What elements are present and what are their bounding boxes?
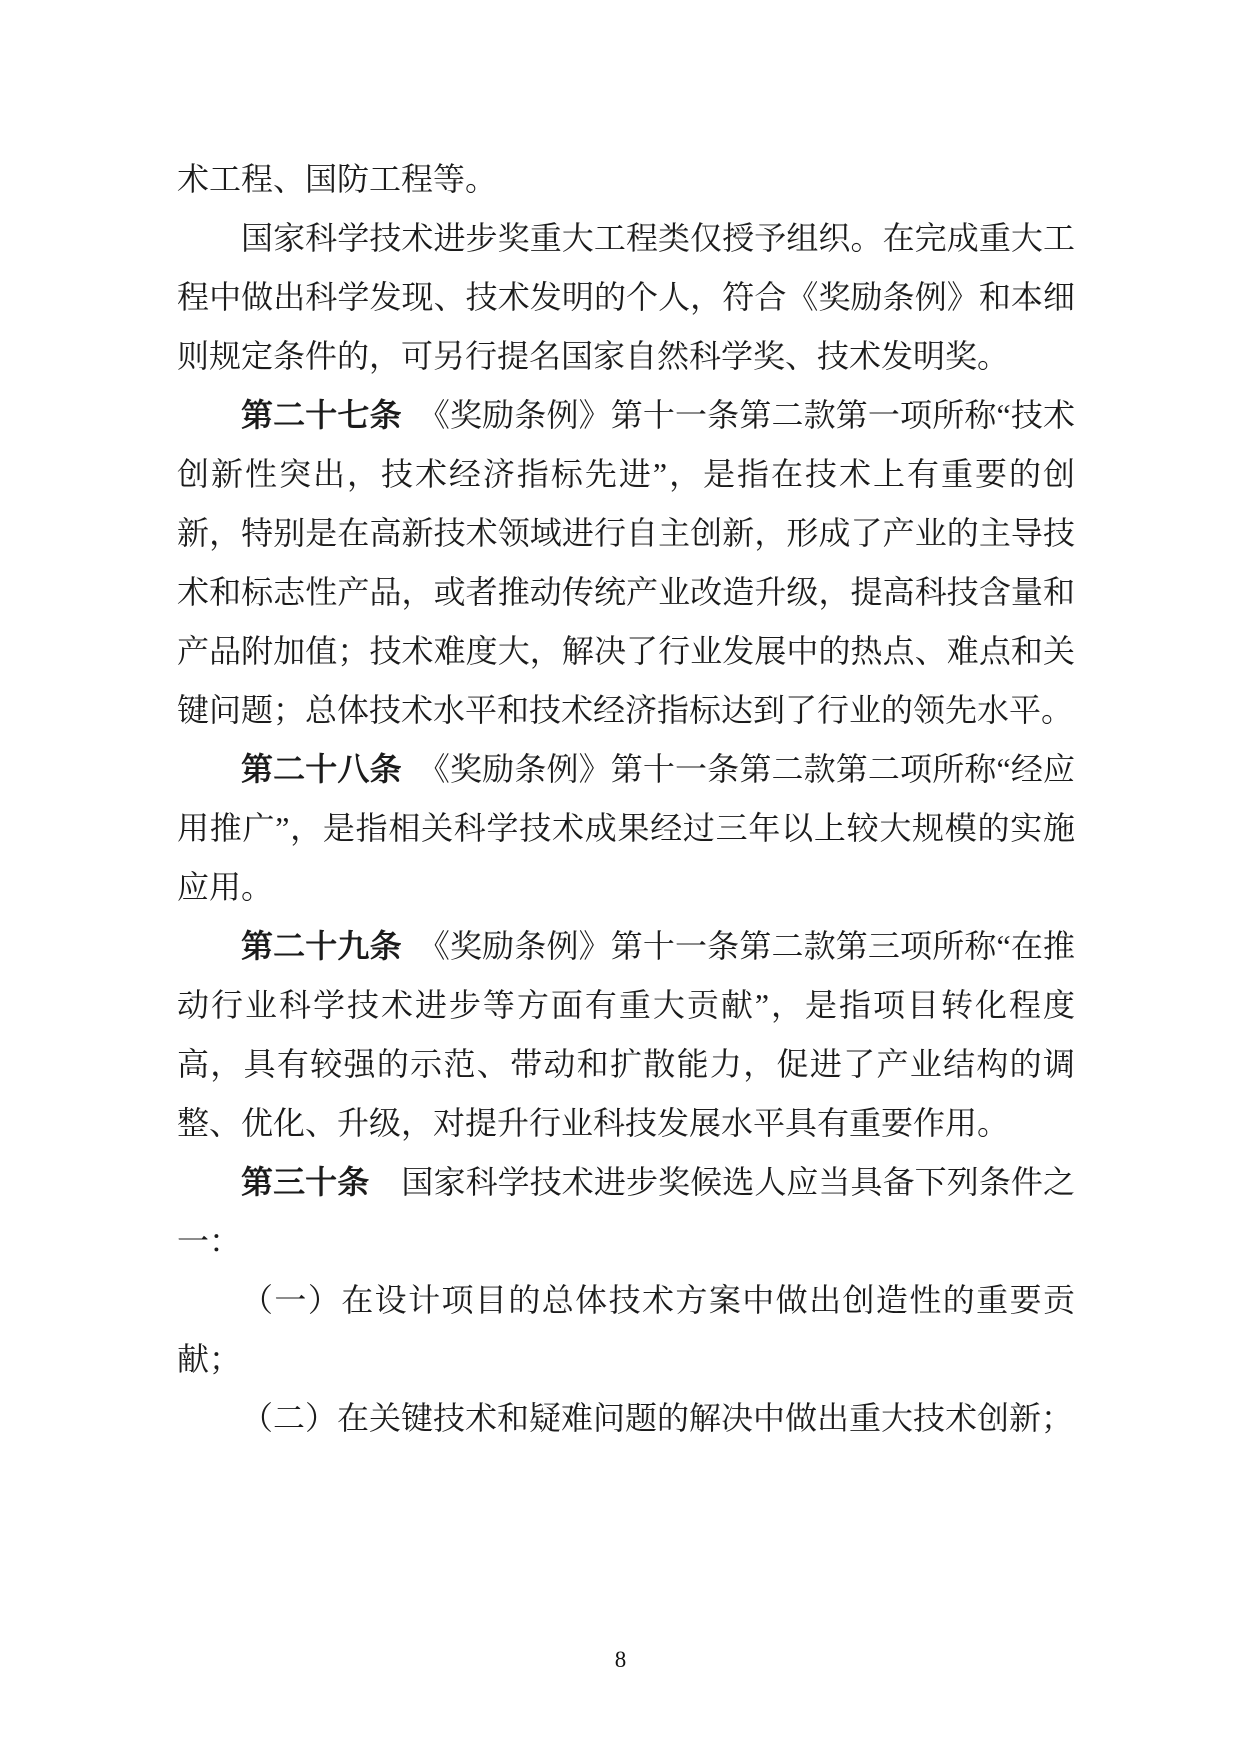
paragraph-article-30: [177, 1153, 1075, 1271]
document-body: [177, 150, 1075, 1448]
paragraph-text: （一）在设计项目的总体技术方案中做出创造性的重要贡献；: [177, 1282, 1075, 1377]
article-number: 第二十九条: [241, 928, 402, 964]
paragraph-article-28: [177, 740, 1075, 917]
paragraph-article-27: [177, 386, 1075, 740]
article-number: 第二十八条: [241, 751, 402, 787]
paragraph-text: 国家科学技术进步奖候选人应当具备下列条件之一：: [177, 1164, 1075, 1259]
paragraph-text: 术工程、国防工程等。: [177, 161, 498, 197]
paragraph-text: 《奖励条例》第十一条第二款第一项所称“技术创新性突出，技术经济指标先进”，是指在技术上有重要的创新，特别是在高新技术领域进行自主创新，形成了产业的主导技术和标志性产品，或者推动传统产业改造升级，提高科技含量和产品附加值；技术难度大，解决了行业发展中的热点、难点和关键问题；总体技术水平和技术经济指标达到了行业的领先水平。: [177, 397, 1075, 728]
paragraph-text: 《奖励条例》第十一条第二款第三项所称“在推动行业科学技术进步等方面有重大贡献”，是指项目转化程度高，具有较强的示范、带动和扩散能力，促进了产业结构的调整、优化、升级，对提升行业科技发展水平具有重要作用。: [177, 928, 1075, 1141]
article-number: 第三十条: [241, 1164, 370, 1200]
page-footer: [0, 1645, 1241, 1675]
page-number: 8: [614, 1647, 627, 1672]
paragraph-article-29: [177, 917, 1075, 1153]
paragraph: [177, 150, 1075, 209]
article-number: 第二十七条: [241, 397, 402, 433]
paragraph-text: 国家科学技术进步奖重大工程类仅授予组织。在完成重大工程中做出科学发现、技术发明的个人，符合《奖励条例》和本细则规定条件的，可另行提名国家自然科学奖、技术发明奖。: [177, 220, 1075, 374]
paragraph-item-1: [177, 1271, 1075, 1389]
paragraph-text: （二）在关键技术和疑难问题的解决中做出重大技术创新；: [241, 1400, 1074, 1436]
paragraph-text: 《奖励条例》第十一条第二款第二项所称“经应用推广”，是指相关科学技术成果经过三年以上较大规模的实施应用。: [177, 751, 1075, 905]
paragraph-item-2: [177, 1389, 1075, 1448]
paragraph: [177, 209, 1075, 386]
